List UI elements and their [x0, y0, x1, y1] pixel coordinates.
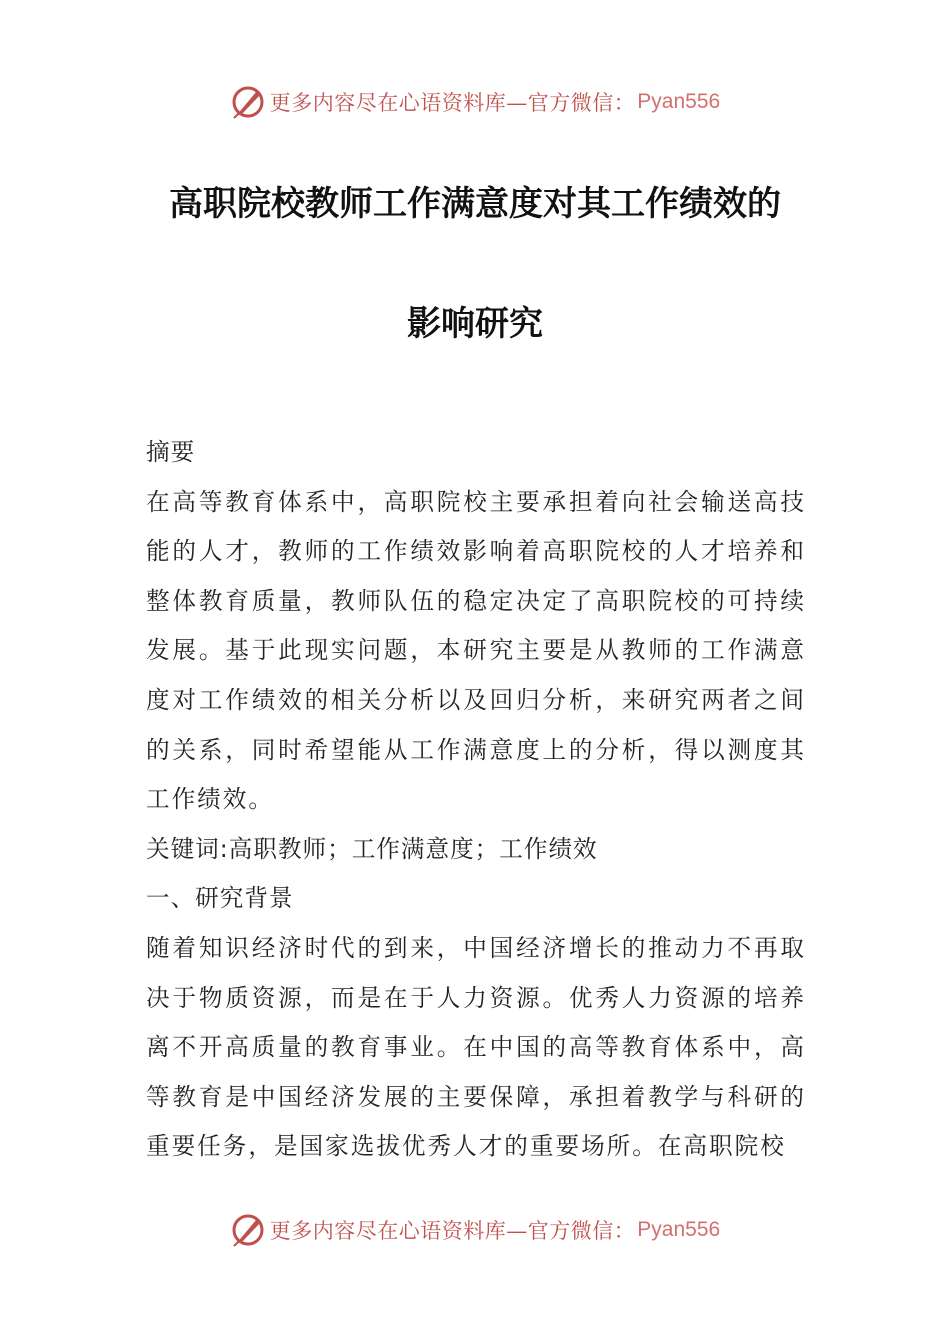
banner-account: Pyan556 [637, 90, 721, 113]
section-body: 随着知识经济时代的到来，中国经济增长的推动力不再取决于物质资源，而是在于人力资源。优秀人力资源的培养离不开高质量的教育事业。在中国的高等教育体系中，高等教育是中国经济发展的主要保障，承担着教学与科研的重要任务，是国家选拔优秀人才的重要场所。在高职院校 [146, 933, 806, 1161]
abstract-body: 在高等教育体系中，高职院校主要承担着向社会输送高技能的人才，教师的工作绩效影响着高职院校的人才培养和整体教育质量，教师队伍的稳定决定了高职院校的可持续发展。基于此现实问题，本研究主要是从教师的工作满意度对工作绩效的相关分析以及回归分析，来研究两者之间的关系，同时希望能从工作满意度上的分析，得以测度其工作绩效。 [146, 487, 806, 814]
banner-text: 更多内容尽在心语资料库—官方微信： [269, 1219, 636, 1243]
abstract-heading: 摘要 [146, 438, 196, 466]
header-banner [0, 82, 950, 122]
quill-pen-icon [230, 84, 266, 120]
keywords: 关键词:高职教师；工作满意度；工作绩效 [146, 834, 598, 863]
banner-account: Pyan556 [637, 1218, 721, 1241]
section-heading: 一、研究背景 [146, 884, 294, 913]
document-body [146, 428, 806, 1172]
banner-text: 更多内容尽在心语资料库—官方微信： [269, 91, 636, 115]
quill-pen-icon [230, 1212, 266, 1248]
page-title-line2: 影响研究 [407, 304, 543, 344]
footer-banner [0, 1210, 950, 1250]
page-title-line1: 高职院校教师工作满意度对其工作绩效的 [169, 184, 781, 224]
